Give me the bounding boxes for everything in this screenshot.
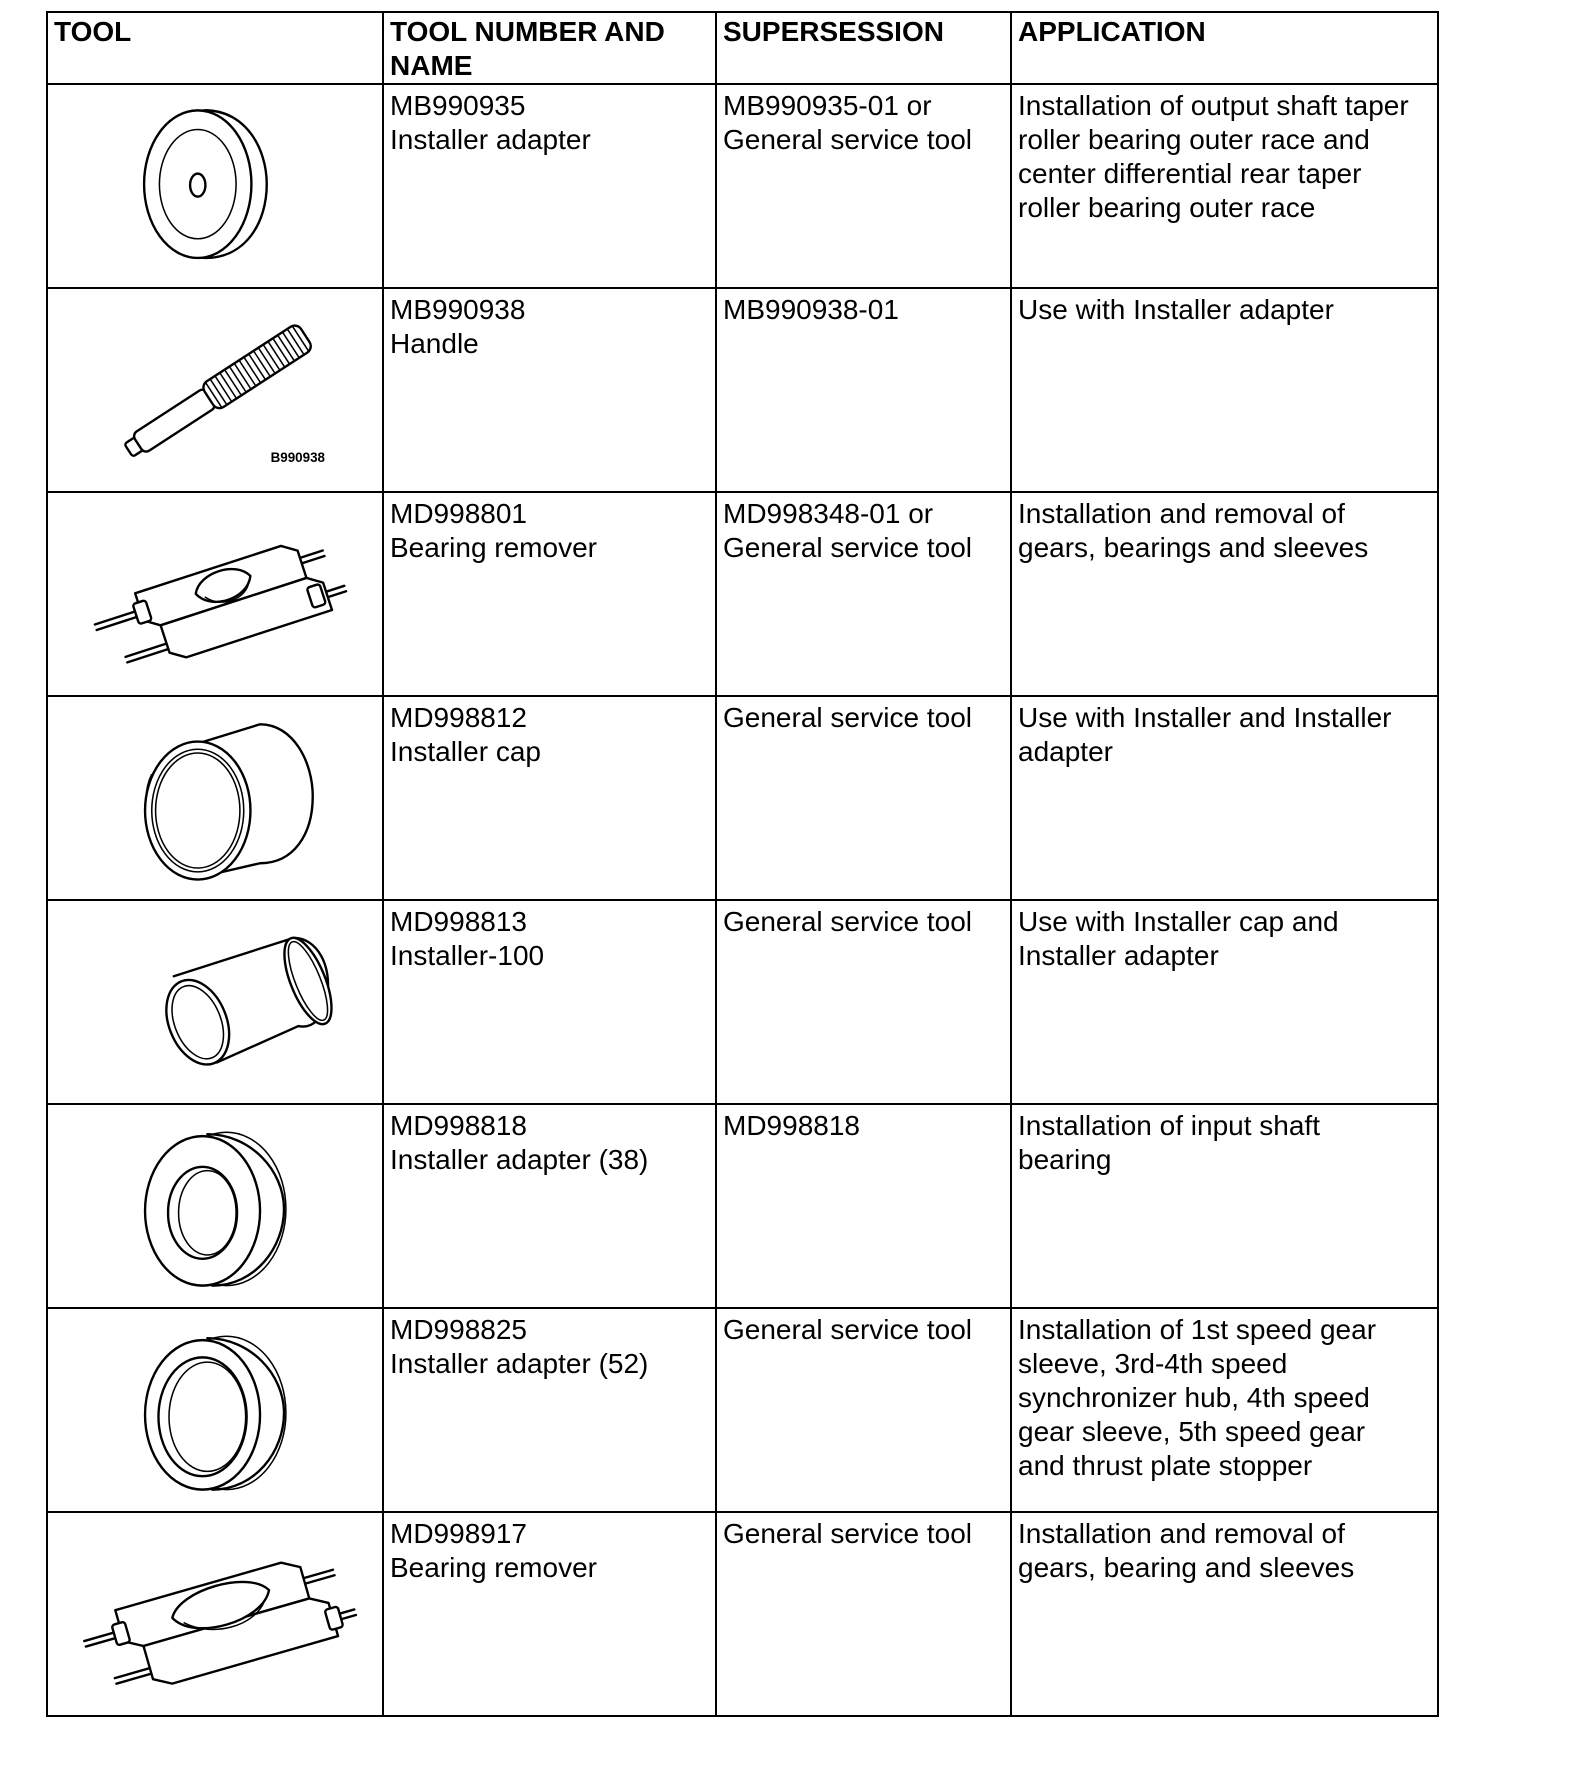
application-line: synchronizer hub, 4th speed (1018, 1382, 1370, 1413)
tool-image-cell (47, 1512, 383, 1716)
table-row (47, 1308, 1438, 1512)
tool-number: MD998825 (390, 1314, 527, 1345)
tool-image-cell (47, 900, 383, 1104)
tool-number-name-cell (383, 288, 716, 492)
application-cell (1011, 288, 1438, 492)
supersession-cell (716, 1308, 1011, 1512)
tool-image-cell (47, 1104, 383, 1308)
supersession-cell (716, 1104, 1011, 1308)
header-application: APPLICATION (1011, 12, 1438, 84)
application-line: sleeve, 3rd-4th speed (1018, 1348, 1288, 1379)
application-line: Installation and removal of (1018, 1518, 1345, 1549)
application-line: Installer adapter (1018, 940, 1219, 971)
handle-image-label: B990938 (270, 449, 326, 465)
table-row (47, 84, 1438, 288)
supersession-line: General service tool (723, 1518, 973, 1549)
tool-number: MD998818 (390, 1110, 527, 1141)
application-cell (1011, 1104, 1438, 1308)
tool-number: MB990938 (390, 294, 526, 325)
special-tools-table (46, 11, 1439, 1717)
application-line: gear sleeve, 5th speed gear (1018, 1416, 1366, 1447)
supersession-line: MB990938-01 (723, 294, 899, 325)
header-tool: TOOL (47, 12, 383, 84)
installer-100-icon (54, 905, 376, 1103)
application-line: Installation of output shaft taper (1018, 90, 1409, 121)
installer-adapter-disc-icon (54, 89, 376, 287)
application-line: Installation of 1st speed gear (1018, 1314, 1377, 1345)
application-line: gears, bearings and sleeves (1018, 532, 1369, 563)
installer-adapter-52-icon (54, 1313, 376, 1511)
tool-number: MD998917 (390, 1518, 527, 1549)
tool-image-cell (47, 1308, 383, 1512)
supersession-line: MD998348-01 or (723, 498, 934, 529)
supersession-line: General service tool (723, 1314, 973, 1345)
application-cell (1011, 696, 1438, 900)
application-cell (1011, 1308, 1438, 1512)
installer-cap-icon (54, 701, 376, 899)
tool-number-name-cell (383, 1104, 716, 1308)
tool-number: MB990935 (390, 90, 526, 121)
supersession-line: General service tool (723, 532, 973, 563)
tool-name: Handle (390, 328, 479, 359)
tool-image-cell (47, 84, 383, 288)
header-tool-number-and-name: TOOL NUMBER AND NAME (383, 12, 716, 84)
table-row (47, 1512, 1438, 1716)
application-cell (1011, 492, 1438, 696)
tool-image-cell (47, 696, 383, 900)
table-row (47, 900, 1438, 1104)
table-row (47, 696, 1438, 900)
tool-name: Installer-100 (390, 940, 545, 971)
tool-number-name-cell (383, 492, 716, 696)
application-line: and thrust plate stopper (1018, 1450, 1313, 1481)
application-line: Installation of input shaft (1018, 1110, 1320, 1141)
application-line: roller bearing outer race and (1018, 124, 1370, 155)
application-line: Use with Installer and Installer (1018, 702, 1392, 733)
tool-image-cell (47, 288, 383, 492)
tool-name: Installer adapter (38) (390, 1144, 649, 1175)
application-line: center differential rear taper (1018, 158, 1362, 189)
bearing-remover-large-icon (54, 1517, 376, 1715)
tool-image-cell (47, 492, 383, 696)
tool-name: Installer cap (390, 736, 541, 767)
application-cell (1011, 1512, 1438, 1716)
table-row (47, 1104, 1438, 1308)
supersession-line: MB990935-01 or (723, 90, 932, 121)
supersession-cell (716, 900, 1011, 1104)
application-line: bearing (1018, 1144, 1112, 1175)
table-row (47, 288, 1438, 492)
table-row (47, 492, 1438, 696)
application-line: adapter (1018, 736, 1113, 767)
header-supersession: SUPERSESSION (716, 12, 1011, 84)
supersession-cell (716, 84, 1011, 288)
handle-icon (54, 293, 376, 491)
supersession-cell (716, 696, 1011, 900)
tool-number: MD998801 (390, 498, 527, 529)
supersession-line: General service tool (723, 124, 973, 155)
tool-number: MD998813 (390, 906, 527, 937)
tool-number: MD998812 (390, 702, 527, 733)
supersession-line: MD998818 (723, 1110, 860, 1141)
supersession-cell (716, 492, 1011, 696)
tool-number-name-cell (383, 1512, 716, 1716)
supersession-cell (716, 1512, 1011, 1716)
tool-number-name-cell (383, 696, 716, 900)
application-line: Use with Installer cap and (1018, 906, 1339, 937)
installer-adapter-38-icon (54, 1109, 376, 1307)
tool-name: Installer adapter (52) (390, 1348, 649, 1379)
application-line: gears, bearing and sleeves (1018, 1552, 1355, 1583)
supersession-line: General service tool (723, 702, 973, 733)
application-line: Installation and removal of (1018, 498, 1345, 529)
header-row (47, 12, 1438, 84)
bearing-remover-icon (54, 497, 376, 695)
tool-name: Bearing remover (390, 532, 597, 563)
application-cell (1011, 84, 1438, 288)
application-line: roller bearing outer race (1018, 192, 1316, 223)
tool-number-name-cell (383, 84, 716, 288)
tool-number-name-cell (383, 900, 716, 1104)
application-line: Use with Installer adapter (1018, 294, 1334, 325)
tool-name: Bearing remover (390, 1552, 597, 1583)
tool-name: Installer adapter (390, 124, 591, 155)
supersession-cell (716, 288, 1011, 492)
tool-number-name-cell (383, 1308, 716, 1512)
application-cell (1011, 900, 1438, 1104)
supersession-line: General service tool (723, 906, 973, 937)
